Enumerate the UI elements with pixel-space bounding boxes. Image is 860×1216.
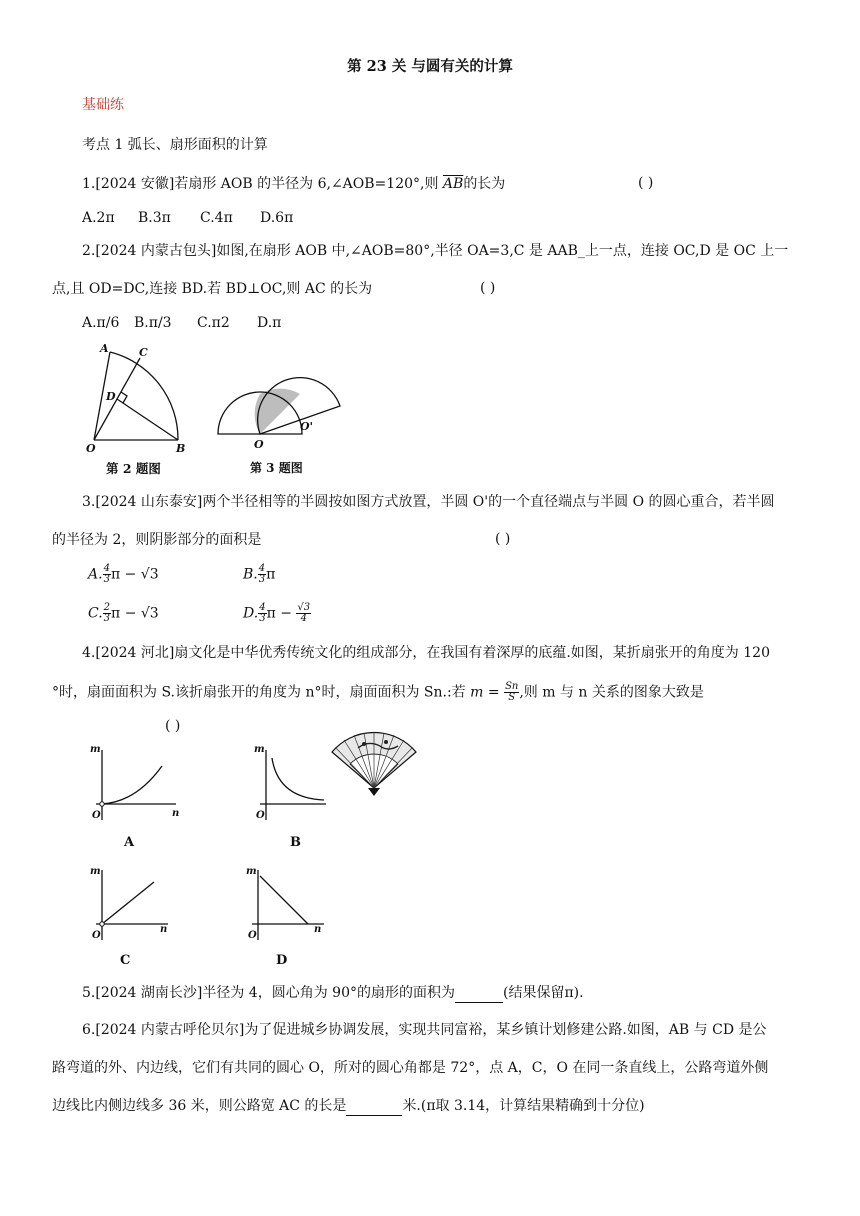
q1-option-d: D.6π bbox=[260, 210, 294, 226]
formula-m: m = bbox=[470, 684, 500, 701]
question-4-answer-paren: ( ) bbox=[165, 718, 181, 734]
folding-fan-icon bbox=[328, 726, 420, 798]
curve-b bbox=[272, 758, 324, 800]
topic-heading: 考点 1 弧长、扇形面积的计算 bbox=[82, 137, 268, 153]
q1-option-a: A.2π bbox=[82, 210, 115, 226]
q1-option-c: C.4π bbox=[200, 210, 233, 226]
answer-blank-6[interactable] bbox=[346, 1097, 402, 1116]
label-o-3: O bbox=[254, 438, 264, 451]
label-o-prime: O' bbox=[300, 420, 313, 433]
svg-text:O: O bbox=[92, 930, 101, 941]
q3-option-b: B. $\frac{4}{3}$ π bbox=[243, 563, 276, 585]
graph-d bbox=[242, 862, 342, 972]
arc-ab-symbol: $\overline{AB}$ bbox=[442, 176, 464, 192]
question-2-line-2: 点,且 OD=DC,连接 BD.若 BD⊥OC,则 AC 的长为 bbox=[52, 281, 373, 297]
question-1-options bbox=[82, 209, 293, 227]
question-4-line-2: °时，扇面面积为 S.该折扇张开的角度为 n°时，扇面面积为 Sn.:若 m = $\frac{Sn}{S}$ ,则 m 与 n 关系的图象大致是 bbox=[52, 681, 704, 703]
svg-text:m: m bbox=[246, 866, 257, 877]
question-6-line-2: 路弯道的外、内边线，它们有共同的圆心 O，所对的圆心角都是 72°，点 A，C，O 在同一条直线上，公路弯道外侧 bbox=[52, 1060, 769, 1076]
svg-text:m: m bbox=[90, 744, 101, 755]
q2-option-d: D.π bbox=[257, 315, 282, 331]
graph-b-label: B bbox=[290, 835, 301, 850]
question-3-line-1: 3.[2024 山东泰安]两个半径相等的半圆按如图方式放置，半圆 O'的一个直径端点与半圆 O 的圆心重合，若半圆 bbox=[82, 494, 775, 510]
question-4-line-1: 4.[2024 河北]扇文化是中华优秀传统文化的组成部分，在我国有着深厚的底蕴.如图，某折扇张开的角度为 120 bbox=[82, 645, 770, 661]
q1-option-b: B.3π bbox=[138, 210, 171, 226]
figure-2-sector bbox=[82, 340, 202, 480]
question-1-text-b: 的长为 bbox=[463, 176, 506, 192]
curve-a bbox=[102, 766, 162, 804]
label-c: C bbox=[139, 346, 148, 359]
q3-option-a: A. $\frac{4}{3}$ π − √3 bbox=[88, 563, 159, 585]
right-angle-mark bbox=[121, 392, 127, 403]
label-a: A bbox=[100, 342, 109, 355]
figure-2-caption: 第 2 题图 bbox=[106, 461, 161, 476]
q3-option-d: D. $\frac{4}{3}$ π − $\frac{√3}{4}$ bbox=[243, 602, 311, 624]
section-label: 基础练 bbox=[82, 97, 124, 113]
question-2-options bbox=[82, 314, 281, 332]
svg-text:m: m bbox=[90, 866, 101, 877]
label-o: O bbox=[86, 442, 96, 455]
svg-text:n: n bbox=[172, 808, 180, 819]
question-6-line-3: 边线比内侧边线多 36 米，则公路宽 AC 的长是 米.(π取 3.14，计算结果精确到十分位) bbox=[52, 1098, 645, 1114]
question-5: 5.[2024 湖南长沙]半径为 4，圆心角为 90°的扇形的面积为 (结果保留π). bbox=[82, 985, 584, 1001]
svg-text:n: n bbox=[314, 924, 322, 935]
label-b: B bbox=[176, 442, 186, 455]
question-6-line-1: 6.[2024 内蒙古呼伦贝尔]为了促进城乡协调发展，实现共同富裕，某乡镇计划修建公路.如图，AB 与 CD 是公 bbox=[82, 1022, 767, 1038]
q3-option-c: C. $\frac{2}{3}$ π − √3 bbox=[88, 602, 159, 624]
question-1-answer-paren: ( ) bbox=[638, 175, 654, 191]
svg-text:O: O bbox=[256, 810, 265, 821]
svg-text:O: O bbox=[248, 930, 257, 941]
question-2-answer-paren: ( ) bbox=[480, 280, 496, 296]
figure-3-semicircles bbox=[212, 360, 362, 480]
line-c bbox=[102, 882, 154, 924]
graph-d-label: D bbox=[276, 953, 288, 968]
answer-blank-5[interactable] bbox=[455, 984, 503, 1003]
arc-ab bbox=[110, 352, 178, 440]
line-d bbox=[260, 876, 308, 924]
graph-a-label: A bbox=[124, 835, 135, 850]
label-d: D bbox=[106, 390, 116, 403]
svg-text:n: n bbox=[160, 924, 168, 935]
question-3-answer-paren: ( ) bbox=[495, 531, 511, 547]
q2-option-a: A.π/6 bbox=[82, 315, 120, 331]
page-title: 第 23 关 与圆有关的计算 bbox=[347, 58, 513, 75]
question-3-line-2: 的半径为 2，则阴影部分的面积是 bbox=[52, 532, 262, 548]
question-2-line-1: 2.[2024 内蒙古包头]如图,在扇形 AOB 中,∠AOB=80°,半径 OA=3,C 是 AAB_上一点，连接 OC,D 是 OC 上一 bbox=[82, 243, 789, 259]
svg-text:m: m bbox=[254, 744, 265, 755]
graph-a bbox=[86, 742, 186, 852]
question-1-stem bbox=[82, 175, 505, 193]
q2-option-b: B.π/3 bbox=[134, 315, 172, 331]
graph-c bbox=[86, 862, 186, 972]
graph-c-label: C bbox=[120, 953, 131, 968]
q2-option-c: C.π2 bbox=[197, 315, 230, 331]
figure-3-caption: 第 3 题图 bbox=[250, 461, 303, 475]
formula-fraction: $\frac{Sn}{S}$ bbox=[505, 681, 519, 703]
question-1-text-a: 1.[2024 安徽]若扇形 AOB 的半径为 6,∠AOB=120°,则 bbox=[82, 176, 443, 192]
svg-text:O: O bbox=[92, 810, 101, 821]
graph-b bbox=[250, 742, 330, 852]
segment-bd bbox=[117, 399, 178, 440]
